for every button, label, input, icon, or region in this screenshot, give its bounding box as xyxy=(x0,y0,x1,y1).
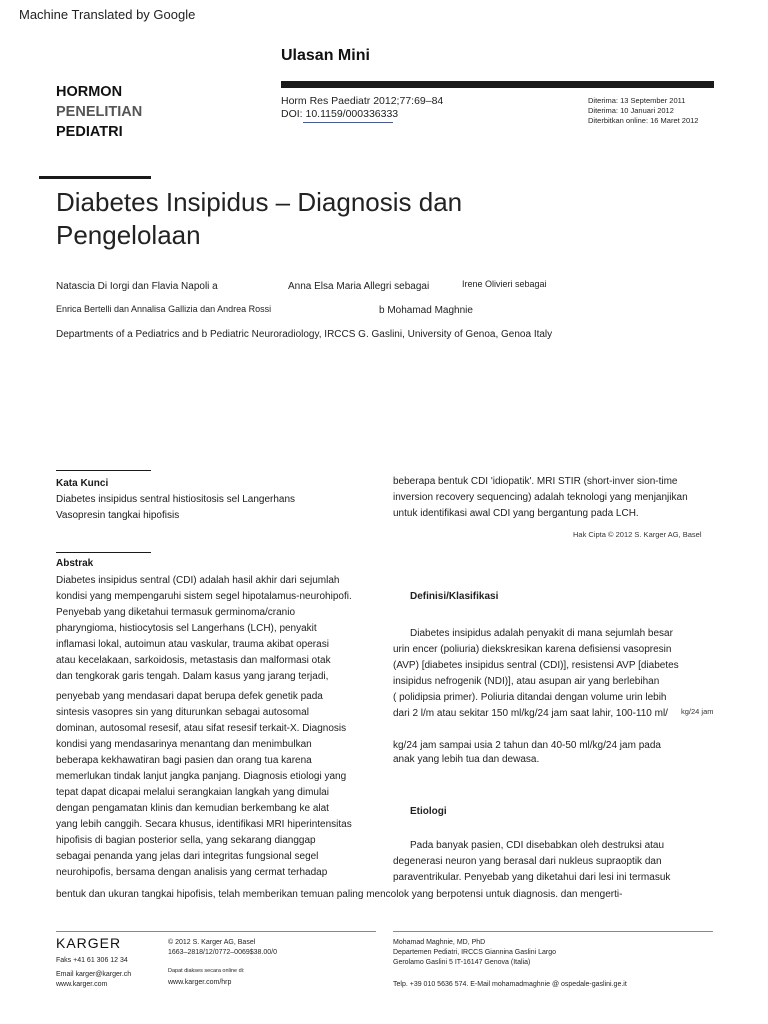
contact-line: Gerolamo Gaslini 5 IT-16147 Genova (Italia) xyxy=(393,959,531,966)
definition-line: urin encer (poliuria) diekskresikan karena defisiensi vasopresin xyxy=(393,644,672,655)
section-label: Ulasan Mini xyxy=(281,47,370,64)
header-bar xyxy=(281,81,714,88)
affiliation: Departments of a Pediatrics and b Pediatric Neuroradiology, IRCCS G. Gaslini, University of Genoa, Genoa Italy xyxy=(56,329,553,340)
title-line-2: Pengelolaan xyxy=(56,220,201,250)
right-intro-line: beberapa bentuk CDI 'idiopatik'. MRI STIR (short-inver sion-time xyxy=(393,476,678,487)
abstract-line: beberapa kekhawatiran bagi pasien dan orang tua karena xyxy=(56,755,312,766)
abstract-copyright: Hak Cipta © 2012 S. Karger AG, Basel xyxy=(573,530,702,539)
abstract-line: hipofisis di bagian posterior sella, yang sekarang dianggap xyxy=(56,835,316,846)
journal-name xyxy=(56,82,142,142)
publisher-web[interactable]: www.karger.com xyxy=(56,981,108,988)
date-received: Diterima: 13 September 2011 xyxy=(588,96,686,105)
keywords-heading: Kata Kunci xyxy=(56,478,109,489)
definition-line: ( polidipsia primer). Poliuria ditandai dengan volume urin lebih xyxy=(393,692,667,703)
abstract-line: kondisi yang mendasarinya menantang dan menimbulkan xyxy=(56,739,312,750)
abstract-line: penyebab yang mendasari dapat berupa defek genetik pada xyxy=(56,691,323,702)
translation-banner: Machine Translated by Google xyxy=(19,7,196,22)
etiology-heading: Etiologi xyxy=(410,806,447,817)
citation-block xyxy=(281,95,443,121)
date-published: Diterbitkan online: 16 Maret 2012 xyxy=(588,116,699,125)
access-note: Dapat diakses secara online di: xyxy=(168,968,245,974)
title-rule xyxy=(39,176,151,179)
footer-rule-right xyxy=(393,931,713,932)
etiology-line: paraventrikular. Penyebab yang diketahui dari lesi ini termasuk xyxy=(393,872,671,883)
right-intro-line: untuk identifikasi awal CDI yang bergantung pada LCH. xyxy=(393,508,639,519)
abstract-line: pharyngioma, histiocytosis sel Langerhans (LCH), penyakit xyxy=(56,623,317,634)
abstract-line: neurohipofis, bersama dengan analisis yang cermat terhadap xyxy=(56,867,328,878)
doi-underline xyxy=(303,122,393,123)
definition-line: anak yang lebih tua dan dewasa. xyxy=(393,754,540,765)
correspondence xyxy=(393,938,556,968)
definition-line: (AVP) [diabetes insipidus sentral (CDI)], resistensi AVP [diabetes xyxy=(393,660,679,671)
contact-line: Departemen Pediatri, IRCCS Giannina Gaslini Largo xyxy=(393,949,557,956)
abstract-line: yang lebih canggih. Secara khusus, identifikasi MRI hiperintensitas xyxy=(56,819,352,830)
publisher-contact xyxy=(56,956,131,990)
publisher-logo: KARGER xyxy=(56,935,122,951)
definition-line: dari 2 l/m atau sekitar 150 ml/kg/24 jam saat lahir, 100-110 ml/ xyxy=(393,708,668,719)
journal-line-1: HORMON xyxy=(56,84,123,100)
journal-line-3: PEDIATRI xyxy=(56,124,123,140)
definition-line: kg/24 jam sampai usia 2 tahun dan 40-50 ml/kg/24 jam pada xyxy=(393,740,661,751)
keywords-list xyxy=(56,492,295,524)
abstract-line: dominan, autosomal resesif, atau sifat resesif terkait-X. Diagnosis xyxy=(56,723,347,734)
author-4: Enrica Bertelli dan Annalisa Gallizia dan Andrea Rossi xyxy=(56,304,272,314)
keywords-rule xyxy=(56,470,151,471)
citation: Horm Res Paediatr 2012;77:69–84 xyxy=(281,95,444,107)
dates-block xyxy=(588,96,698,126)
author-2: Anna Elsa Maria Allegri sebagai xyxy=(288,281,430,292)
title-line-1: Diabetes Insipidus – Diagnosis dan xyxy=(56,187,463,217)
definition-body-2 xyxy=(393,738,661,768)
doi-link[interactable]: DOI: 10.1159/000336333 xyxy=(281,108,399,120)
keyword-line: Vasopresin tangkai hipofisis xyxy=(56,510,180,521)
abstract-body xyxy=(56,573,352,881)
footer-copyright-block xyxy=(168,938,277,958)
definition-line: insipidus nefrogenik (NDI)], atau asupan air yang berlebihan xyxy=(393,676,660,687)
author-1: Natascia Di Iorgi dan Flavia Napoli a xyxy=(56,281,218,292)
abstract-line: sintesis vasopres sin yang diturunkan sebagai autosomal xyxy=(56,707,309,718)
author-3: Irene Olivieri sebagai xyxy=(462,279,547,289)
abstract-line: inflamasi lokal, autoimun atau vaskular, trauma akibat operasi xyxy=(56,639,329,650)
abstract-line: atau kecelakaan, sarkoidosis, metastasis dan malformasi otak xyxy=(56,655,331,666)
contact-tel: Telp. +39 010 5636 574. E-Mail mohamadmaghnie @ ospedale-gaslini.ge.it xyxy=(393,981,627,988)
abstract-heading: Abstrak xyxy=(56,558,94,569)
abstract-line: sebagai penanda yang jelas dari integritas fungsional segel xyxy=(56,851,319,862)
access-url[interactable]: www.karger.com/hrp xyxy=(168,979,232,986)
right-intro-line: inversion recovery sequencing) adalah teknologi yang menjanjikan xyxy=(393,492,688,503)
abstract-rule xyxy=(56,552,151,553)
article-title xyxy=(56,186,462,252)
date-accepted: Diterima: 10 Januari 2012 xyxy=(588,106,674,115)
abstract-line: dengan pengamatan klinis dan kemudian berkembang ke alat xyxy=(56,803,329,814)
abstract-line: memerlukan tindak lanjut jangka panjang. Diagnosis etiologi yang xyxy=(56,771,347,782)
footer-issn: 1663–2818/12/0772–0069$38.00/0 xyxy=(168,949,277,956)
author-5: b Mohamad Maghnie xyxy=(379,305,473,316)
definition-line: Diabetes insipidus adalah penyakit di mana sejumlah besar xyxy=(410,628,673,639)
publisher-email[interactable]: Email karger@karger.ch xyxy=(56,971,132,978)
publisher-fax: Faks +41 61 306 12 34 xyxy=(56,957,128,964)
definition-heading: Definisi/Klasifikasi xyxy=(410,591,499,602)
keyword-line: Diabetes insipidus sentral histiositosis sel Langerhans xyxy=(56,494,296,505)
abstract-line: kondisi yang mempengaruhi sistem segel hipotalamus-neurohipofi. xyxy=(56,591,352,602)
abstract-line: Penyebab yang diketahui termasuk germinoma/cranio xyxy=(56,607,296,618)
definition-body xyxy=(393,626,679,722)
footer-copyright: © 2012 S. Karger AG, Basel xyxy=(168,939,256,946)
etiology-line: degenerasi neuron yang berasal dari nukleus supraoptik dan xyxy=(393,856,662,867)
contact-line: Mohamad Maghnie, MD, PhD xyxy=(393,939,486,946)
journal-line-2: PENELITIAN xyxy=(56,104,143,120)
etiology-line: Pada banyak pasien, CDI disebabkan oleh destruksi atau xyxy=(410,840,665,851)
etiology-body xyxy=(393,838,670,886)
definition-overlay: kg/24 jam xyxy=(681,707,714,716)
right-intro xyxy=(393,474,688,522)
abstract-line: Diabetes insipidus sentral (CDI) adalah hasil akhir dari sejumlah xyxy=(56,575,340,586)
footer-rule-left xyxy=(56,931,376,932)
abstract-line: tepat dapat dicapai melalui serangkaian langkah yang dimulai xyxy=(56,787,329,798)
abstract-line: dan tengkorak garis tengah. Dalam kasus yang jarang terjadi, xyxy=(56,671,329,682)
abstract-overlap-line: bentuk dan ukuran tangkai hipofisis, telah memberikan temuan paling mencolok yang berpotensi untuk diagnosis. dan mengerti- xyxy=(56,889,623,900)
